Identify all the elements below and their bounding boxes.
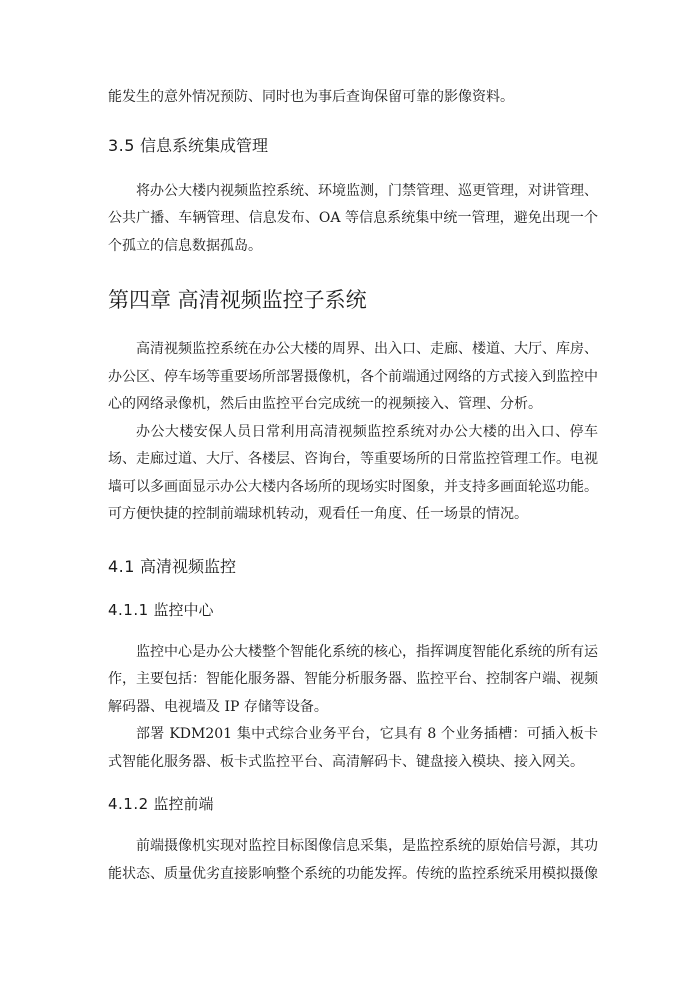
section-number: 3.5 — [108, 135, 135, 155]
section-number: 4.1.1 — [108, 600, 149, 619]
body-paragraph: 将办公大楼内视频监控系统、环境监测，门禁管理、巡更管理，对讲管理、公共广播、车辆管理、信息发布、OA 等信息系统集中统一管理，避免出现一个个孤立的信息数据孤岛。 — [108, 182, 598, 254]
body-paragraph: 前端摄像机实现对监控目标图像信息采集，是监控系统的原始信号源，其功能状态、质量优劣直接影响整个系统的功能发挥。传统的监控系统采用模拟摄像 — [108, 838, 598, 882]
section-number: 4.1.2 — [108, 795, 149, 813]
section-title: 信息系统集成管理 — [140, 135, 269, 155]
body-paragraph: 部署 KDM201 集中式综合业务平台，它具有 8 个业务插槽：可插入板卡式智能化服务器、板卡式监控平台、高清解码卡、键盘接入模块、接入网关。 — [108, 726, 598, 770]
section-4-1-1-heading — [108, 599, 598, 621]
chapter-4-heading: 第四章 高清视频监控子系统 — [108, 288, 367, 312]
body-paragraph: 办公大楼安保人员日常利用高清视频监控系统对办公大楼的出入口、停车场、走廊过道、大厅、各楼层、咨询台，等重要场所的日常监控管理工作。电视墙可以多画面显示办公大楼内各场所的现场实时图象，并支持多画面轮巡功能。可方便快捷的控制前端球机转动，观看任一角度、任一场景的情况。 — [108, 423, 598, 522]
section-4-1-heading — [108, 556, 598, 578]
section-title: 监控前端 — [153, 795, 214, 813]
section-title: 高清视频监控 — [140, 556, 237, 576]
document-page — [108, 84, 598, 888]
body-paragraph: 高清视频监控系统在办公大楼的周界、出入口、走廊、楼道、大厅、库房、办公区、停车场等重要场所部署摄像机，各个前端通过网络的方式接入到监控中心的网络录像机，然后由监控平台完成统一的视频接入、管理、分析。 — [108, 341, 598, 412]
section-4-1-2-heading — [108, 793, 598, 815]
continuation-paragraph: 能发生的意外情况预防、同时也为事后查询保留可靠的影像资料。 — [108, 89, 514, 105]
section-title: 监控中心 — [153, 600, 214, 619]
section-number: 4.1 — [108, 556, 135, 576]
body-paragraph: 监控中心是办公大楼整个智能化系统的核心，指挥调度智能化系统的所有运作，主要包括：智能化服务器、智能分析服务器、监控平台、控制客户端、视频解码器、电视墙及 IP 存储等设备。 — [108, 643, 598, 715]
section-3-5-heading — [108, 135, 598, 157]
